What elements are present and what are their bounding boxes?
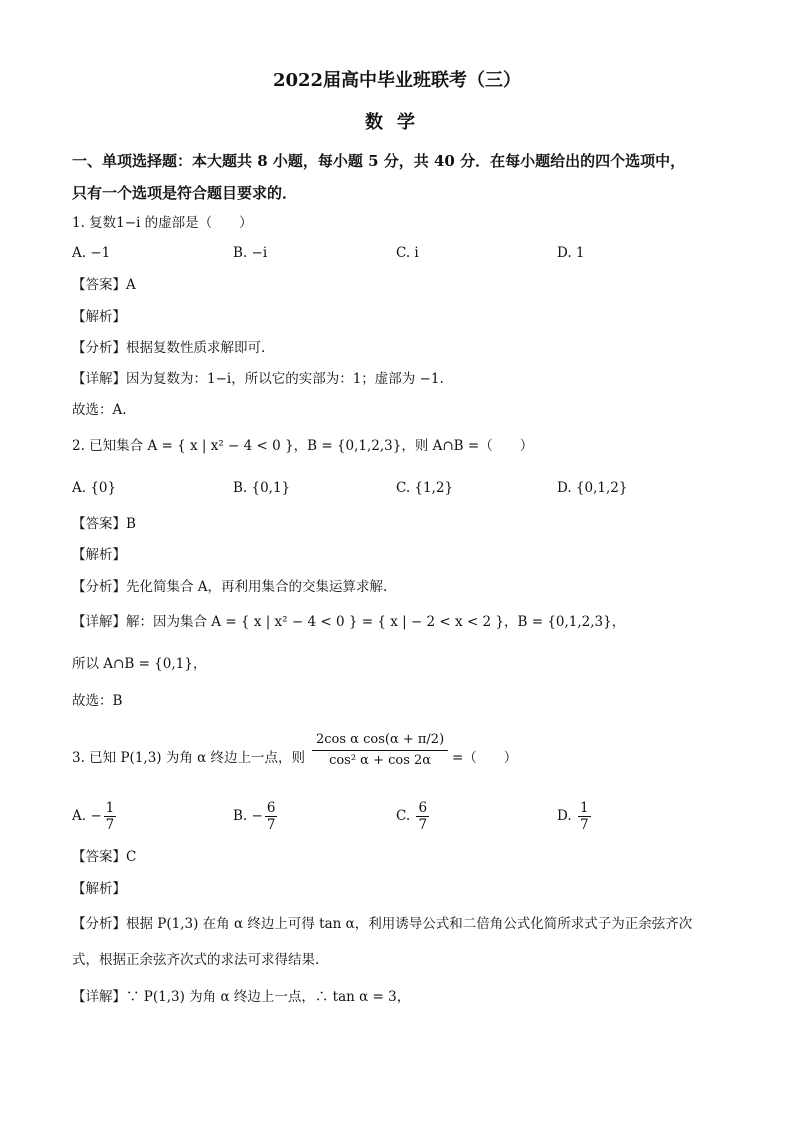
q3-stem-prefix: 3. 已知 P(1,3) 为角 α 终边上一点，则 xyxy=(72,750,306,766)
q3-option-d-den: 7 xyxy=(579,817,589,833)
q3-option-a-den: 7 xyxy=(105,817,115,833)
q2-answer: 【答案】B xyxy=(72,516,136,532)
q3-option-a-sign: − xyxy=(90,808,102,824)
q1-conclusion: 故选：A. xyxy=(72,402,127,418)
section-heading-line2: 只有一个选项是符合题目要求的． xyxy=(72,184,298,202)
q3-option-b xyxy=(233,800,279,833)
q3-option-c xyxy=(396,800,431,833)
q1-option-c: C. i xyxy=(396,245,419,261)
q3-analysis-heading: 【解析】 xyxy=(72,881,126,897)
q3-answer: 【答案】C xyxy=(72,849,137,865)
q3-stem-suffix: =（ ） xyxy=(452,750,518,766)
q3-option-b-label: B. xyxy=(233,808,248,824)
q3-option-c-den: 7 xyxy=(418,817,428,833)
section-heading-line1: 一、单项选择题：本大题共 8 小题，每小题 5 分，共 40 分．在每小题给出的四个选项中， xyxy=(72,152,686,170)
q3-option-d xyxy=(557,800,593,833)
q2-analysis-heading: 【解析】 xyxy=(72,547,126,563)
q2-option-d: D. {0,1,2} xyxy=(557,480,628,496)
q2-option-b: B. {0,1} xyxy=(233,480,291,496)
q3-option-c-num: 6 xyxy=(418,800,428,816)
subject-title: 数学 xyxy=(365,112,429,133)
q3-analysis-line2: 式，根据正余弦齐次式的求法可求得结果. xyxy=(72,952,320,968)
q2-analysis: 【分析】先化简集合 A，再利用集合的交集运算求解. xyxy=(72,579,388,595)
q3-option-a xyxy=(72,800,118,833)
q2-option-a: A. {0} xyxy=(72,480,117,496)
q1-answer: 【答案】A xyxy=(72,277,136,293)
q3-fraction xyxy=(310,732,450,769)
q3-option-a-num: 1 xyxy=(105,800,115,816)
q3-option-d-num: 1 xyxy=(579,800,589,816)
q1-option-b: B. −i xyxy=(233,245,268,261)
q3-option-c-label: C. xyxy=(396,808,411,824)
q1-option-a: A. −1 xyxy=(72,245,111,261)
q1-analysis-heading: 【解析】 xyxy=(72,309,126,325)
q2-option-c: C. {1,2} xyxy=(396,480,454,496)
q3-option-b-sign: − xyxy=(251,808,263,824)
q1-option-d: D. 1 xyxy=(557,245,585,261)
q2-conclusion: 故选：B xyxy=(72,693,123,709)
q3-fraction-denominator: cos² α + cos 2α xyxy=(329,753,432,768)
q2-stem: 2. 已知集合 A = { x | x² − 4 < 0 }，B = {0,1,2,3}，则 A∩B =（ ） xyxy=(72,438,534,454)
q1-analysis: 【分析】根据复数性质求解即可. xyxy=(72,340,266,356)
q3-fraction-numerator: 2cos α cos(α + π/2) xyxy=(312,732,448,751)
q3-option-d-label: D. xyxy=(557,808,572,824)
q3-option-b-num: 6 xyxy=(266,800,276,816)
exam-title: 2022届高中毕业班联考（三） xyxy=(272,70,522,91)
q1-stem: 1. 复数1−i 的虚部是（ ） xyxy=(72,215,253,231)
q1-detail: 【详解】因为复数为：1−i，所以它的实部为：1；虚部为 −1. xyxy=(72,371,444,387)
q3-option-a-label: A. xyxy=(72,808,87,824)
q2-detail-2: 所以 A∩B = {0,1}， xyxy=(72,656,207,672)
q3-option-b-den: 7 xyxy=(266,817,276,833)
q2-detail: 【详解】解：因为集合 A = { x | x² − 4 < 0 } = { x | − 2 < x < 2 }，B = {0,1,2,3}， xyxy=(72,614,626,630)
q3-analysis-line1: 【分析】根据 P(1,3) 在角 α 终边上可得 tan α，利用诱导公式和二倍角公式化简所求式子为正余弦齐次 xyxy=(72,916,693,932)
q3-detail: 【详解】∵ P(1,3) 为角 α 终边上一点，∴ tan α = 3， xyxy=(72,989,411,1005)
